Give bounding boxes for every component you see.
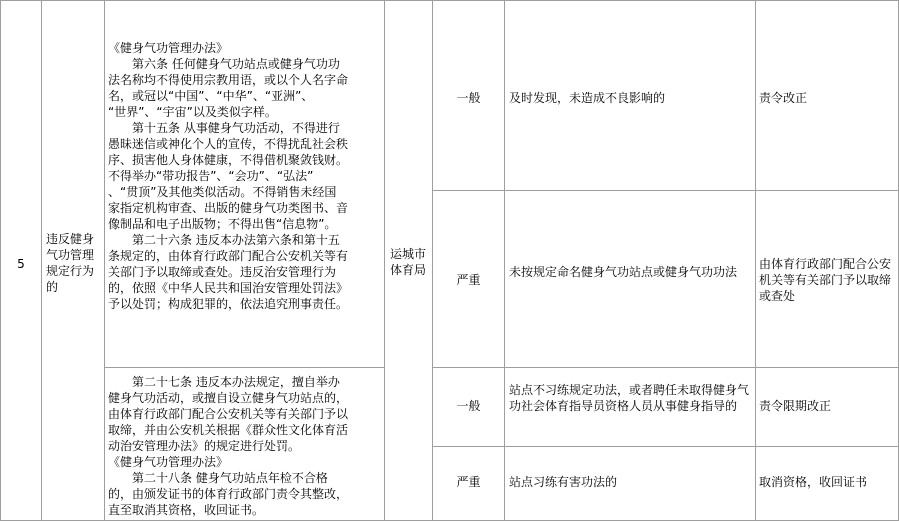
circumstance: 站点习练有害功法的: [509, 475, 618, 489]
basis-line: 动治安管理办法》的规定进行处罚。: [108, 439, 301, 453]
circumstance: 未按规定命名健身气功站点或健身气功功法: [509, 265, 738, 279]
basis-line: 予以处罚；构成犯罪的，依法追究刑事责任。: [108, 297, 349, 311]
basis-line: 法名称均不得使用宗教用语，或以个人名字命: [108, 73, 349, 87]
basis-line: 关部门予以取缔或查处。违反治安管理行为: [108, 265, 337, 279]
penalty: 责令限期改正: [759, 399, 832, 413]
basis-line: 健身气功活动，或擅自设立健身气功站点的，: [108, 391, 349, 405]
top-border: [0, 0, 899, 1]
basis-line: 《健身气功管理办法》: [108, 455, 229, 469]
col-divider: [504, 0, 505, 521]
basis-line: “世界”、“宇宙”以及类似字样。: [108, 105, 277, 119]
row-divider: [432, 446, 899, 447]
row-divider: [432, 190, 899, 191]
row-divider: [432, 367, 899, 368]
circumstance: 及时发现，未造成不良影响的: [509, 91, 666, 105]
col-divider: [755, 0, 756, 521]
enforcement-authority: 运城市体育局: [389, 247, 426, 277]
penalty: 取消资格，收回证书: [759, 475, 868, 489]
row-divider: [104, 367, 384, 368]
basis-line: 取缔，并由公安机关根据《群众性文化体育活: [108, 423, 349, 437]
bottom-border: [0, 520, 899, 521]
basis-line: 由体育行政部门配合公安机关等有关部门予以: [108, 407, 349, 421]
basis-line: 像制品和电子出版物；不得出售“信息物”。: [108, 217, 337, 231]
col-divider: [41, 0, 42, 521]
basis-line: 、“贯顶”及其他类似活动。不得销售未经国: [108, 185, 337, 199]
basis-line: 名，或冠以“中国”、“中华”、“亚洲”、: [108, 89, 314, 103]
penalty: 责令改正: [759, 91, 808, 105]
basis-line: 第二十六条 违反本办法第六条和第十五: [108, 233, 340, 247]
basis-line: 条规定的，由体育行政部门配合公安机关等有: [108, 249, 349, 263]
severity-level: 严重: [456, 475, 481, 489]
col-divider: [384, 0, 385, 521]
basis-line: 不得举办“带功报告”、“会功”、“弘法”: [108, 169, 314, 183]
basis-line: 序、损害他人身体健康，不得借机聚敛钱财。: [108, 153, 349, 167]
basis-line: 直至取消其资格，收回证书。: [108, 503, 265, 517]
basis-line: 愚昧迷信或神化个人的宣传，不得扰乱社会秩: [108, 137, 349, 151]
basis-line: 家指定机构审查、出版的健身气功类图书、音: [108, 201, 349, 215]
basis-line: 第二十七条 违反本办法规定，擅自举办: [108, 375, 340, 389]
basis-line: 第六条 任何健身气功站点或健身气功功: [108, 57, 340, 71]
col-divider: [104, 0, 105, 521]
severity-level: 一般: [456, 399, 481, 413]
circumstance: 站点不习练规定功法，或者聘任未取得健身气功社会体育指导员资格人员从事健身指导的: [509, 383, 750, 413]
basis-line: 第二十八条 健身气功站点年检不合格: [108, 471, 328, 485]
violation-category: 违反健身气功管理规定行为的: [46, 232, 95, 294]
basis-line: 第十五条 从事健身气功活动，不得进行: [108, 121, 340, 135]
basis-line: 的，依照《中华人民共和国治安管理处罚法》: [108, 281, 349, 295]
severity-level: 一般: [456, 91, 481, 105]
basis-line: 《健身气功管理办法》: [108, 41, 229, 55]
severity-level: 严重: [456, 273, 481, 287]
basis-line: 的，由颁发证书的体育行政部门责令其整改，: [108, 487, 349, 501]
penalty: 由体育行政部门配合公安机关等有关部门予以取缔或查处: [759, 257, 892, 303]
col-divider: [432, 0, 433, 521]
row-number: 5: [17, 257, 25, 271]
